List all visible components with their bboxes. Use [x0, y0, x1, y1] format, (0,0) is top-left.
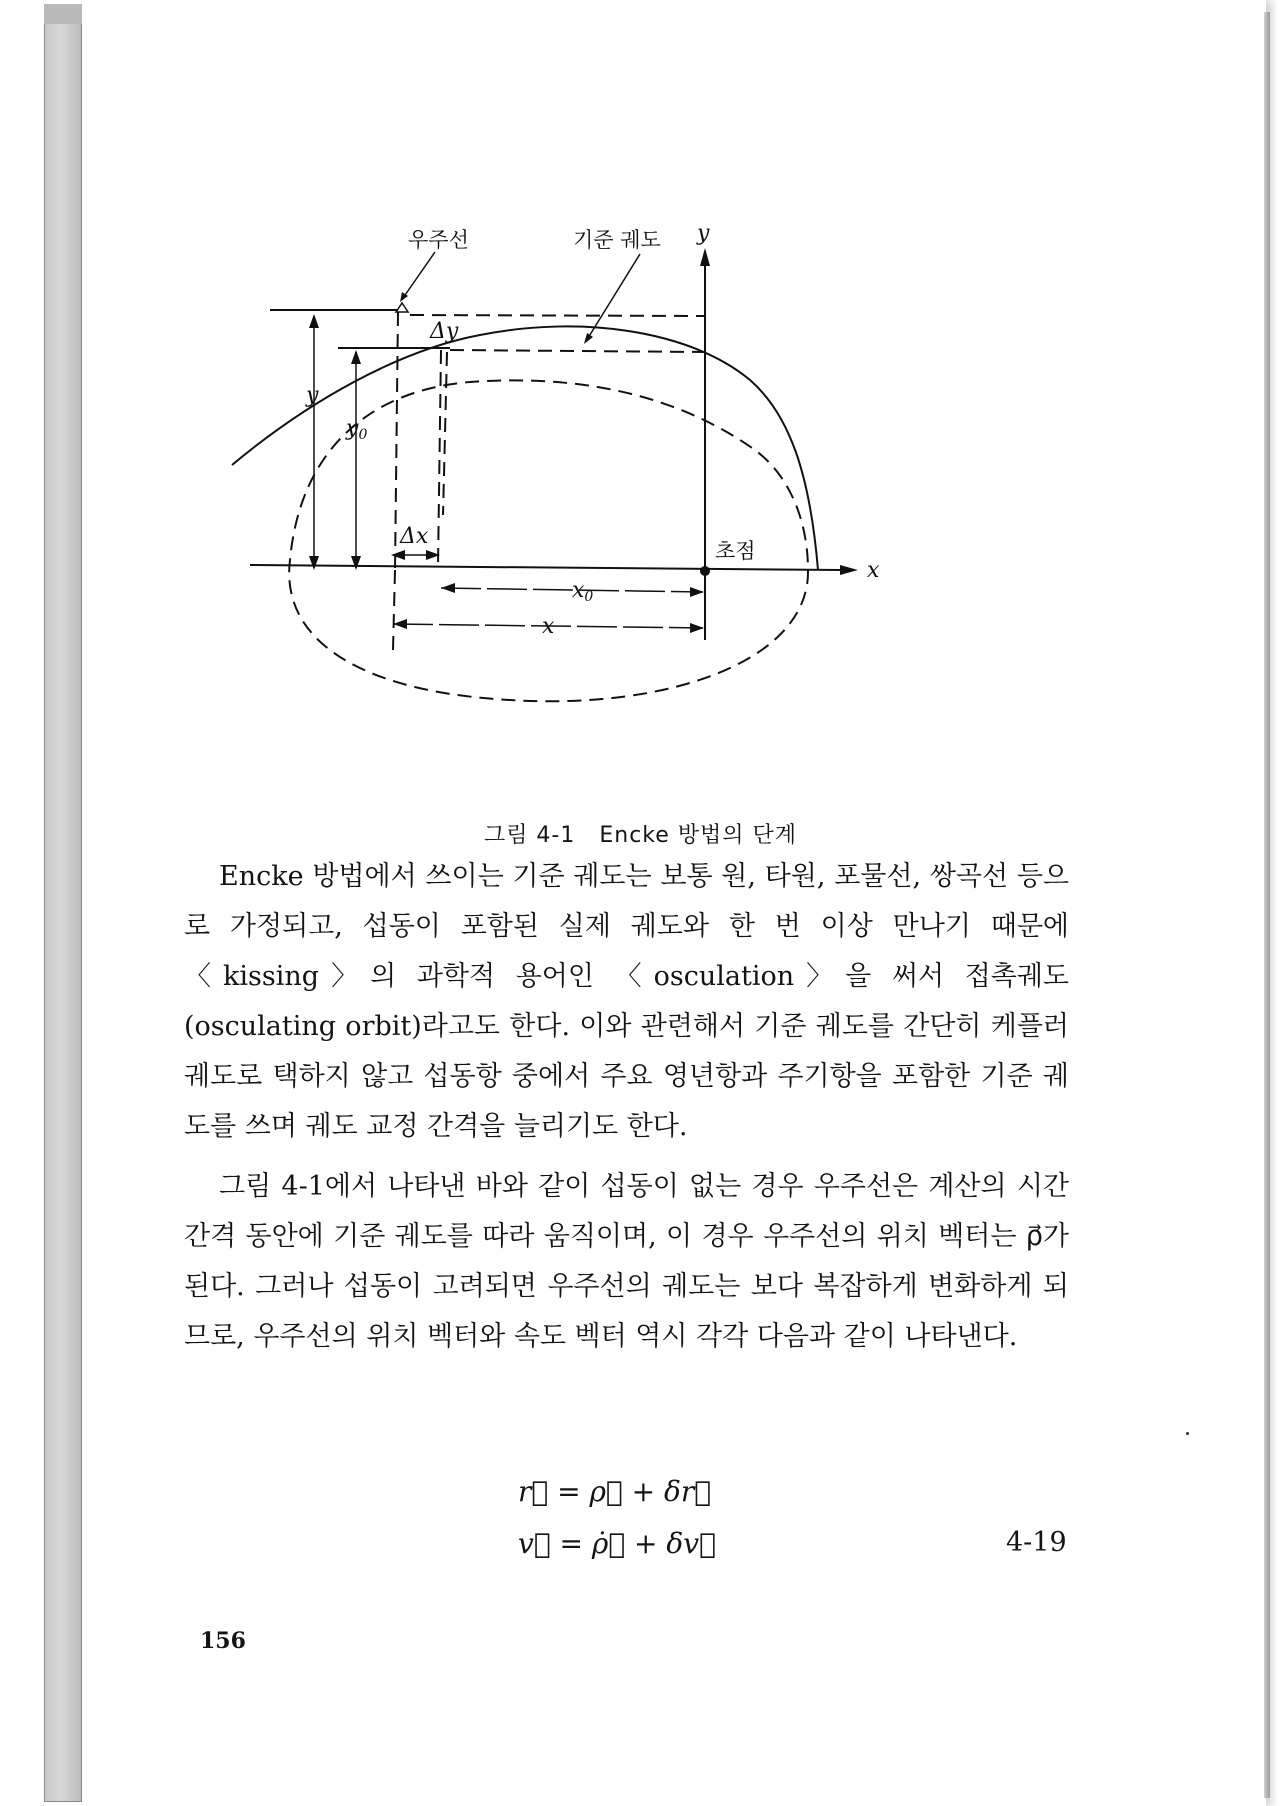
x-axis-label: x — [867, 558, 880, 583]
equation-block — [0, 1465, 1281, 1575]
y0-dimension-label: y0 — [346, 416, 368, 443]
page-number: 156 — [200, 1628, 246, 1654]
caption-number: 그림 4-1 — [483, 823, 576, 848]
orbit-figure — [250, 221, 1010, 760]
body-text — [184, 852, 1069, 1362]
equation-position: r⃗ = ρ⃗ + δr⃗ — [518, 1475, 712, 1508]
reference-orbit-pointer — [588, 254, 640, 338]
y-axis-label: y — [697, 221, 710, 246]
focus-label: 초점 — [715, 539, 756, 563]
spacecraft-label: 우주선 — [408, 228, 469, 252]
focus-point — [700, 566, 710, 576]
caption-title: Encke 방법의 단계 — [599, 823, 798, 848]
x-dimension-label: x — [542, 614, 555, 639]
figure-caption — [0, 818, 1281, 849]
paragraph-1: Encke 방법에서 쓰이는 기준 궤도는 보통 원, 타원, 포물선, 쌍곡선 등으로 가정되고, 섭동이 포함된 실제 궤도와 한 번 이상 만나기 때문에 〈kissing〉의 과학적 용어인 〈osculation〉을 써서 접촉궤도(osculating orbit)라고도 한다. 이와 관련해서 기준 궤도를 간단히 케플러 궤도로 택하지 않고 섭동항 중에서 주요 영년항과 주기항을 포함한 기준 궤도를 쓰며 궤도 교정 간격을 늘리기도 한다. — [184, 861, 1069, 1142]
paragraph-2: 그림 4-1에서 나타낸 바와 같이 섭동이 없는 경우 우주선은 계산의 시간 간격 동안에 기준 궤도를 따라 움직이며, 이 경우 우주선의 위치 벡터는 ρ⃗가 된다. 그러나 섭동이 고려되면 우주선의 궤도는 보다 복잡하게 변화하게 되므로, 우주선의 위치 벡터와 속도 벡터 역시 각각 다음과 같이 나타낸다. — [184, 1171, 1069, 1352]
x-axis-line — [250, 565, 840, 570]
y-axis-arrow — [700, 248, 710, 266]
spacecraft-pointer — [403, 252, 435, 298]
equation-velocity: v⃗ = ρ̇⃗ + δv⃗ — [518, 1527, 716, 1560]
delta-x-label: Δx — [400, 524, 429, 549]
y-dimension-label: y — [306, 383, 319, 408]
reference-orbit-label: 기준 궤도 — [573, 228, 661, 252]
x0-dimension-label: x0 — [572, 578, 594, 605]
orbit-diagram — [250, 221, 1010, 760]
x-axis-arrow — [840, 565, 858, 575]
equation-number: 4-19 — [1006, 1527, 1067, 1558]
delta-y-label: Δy — [430, 319, 459, 344]
scan-speck — [1186, 1432, 1189, 1435]
book-spine-top — [44, 4, 84, 24]
actual-orbit-curve — [232, 326, 818, 570]
